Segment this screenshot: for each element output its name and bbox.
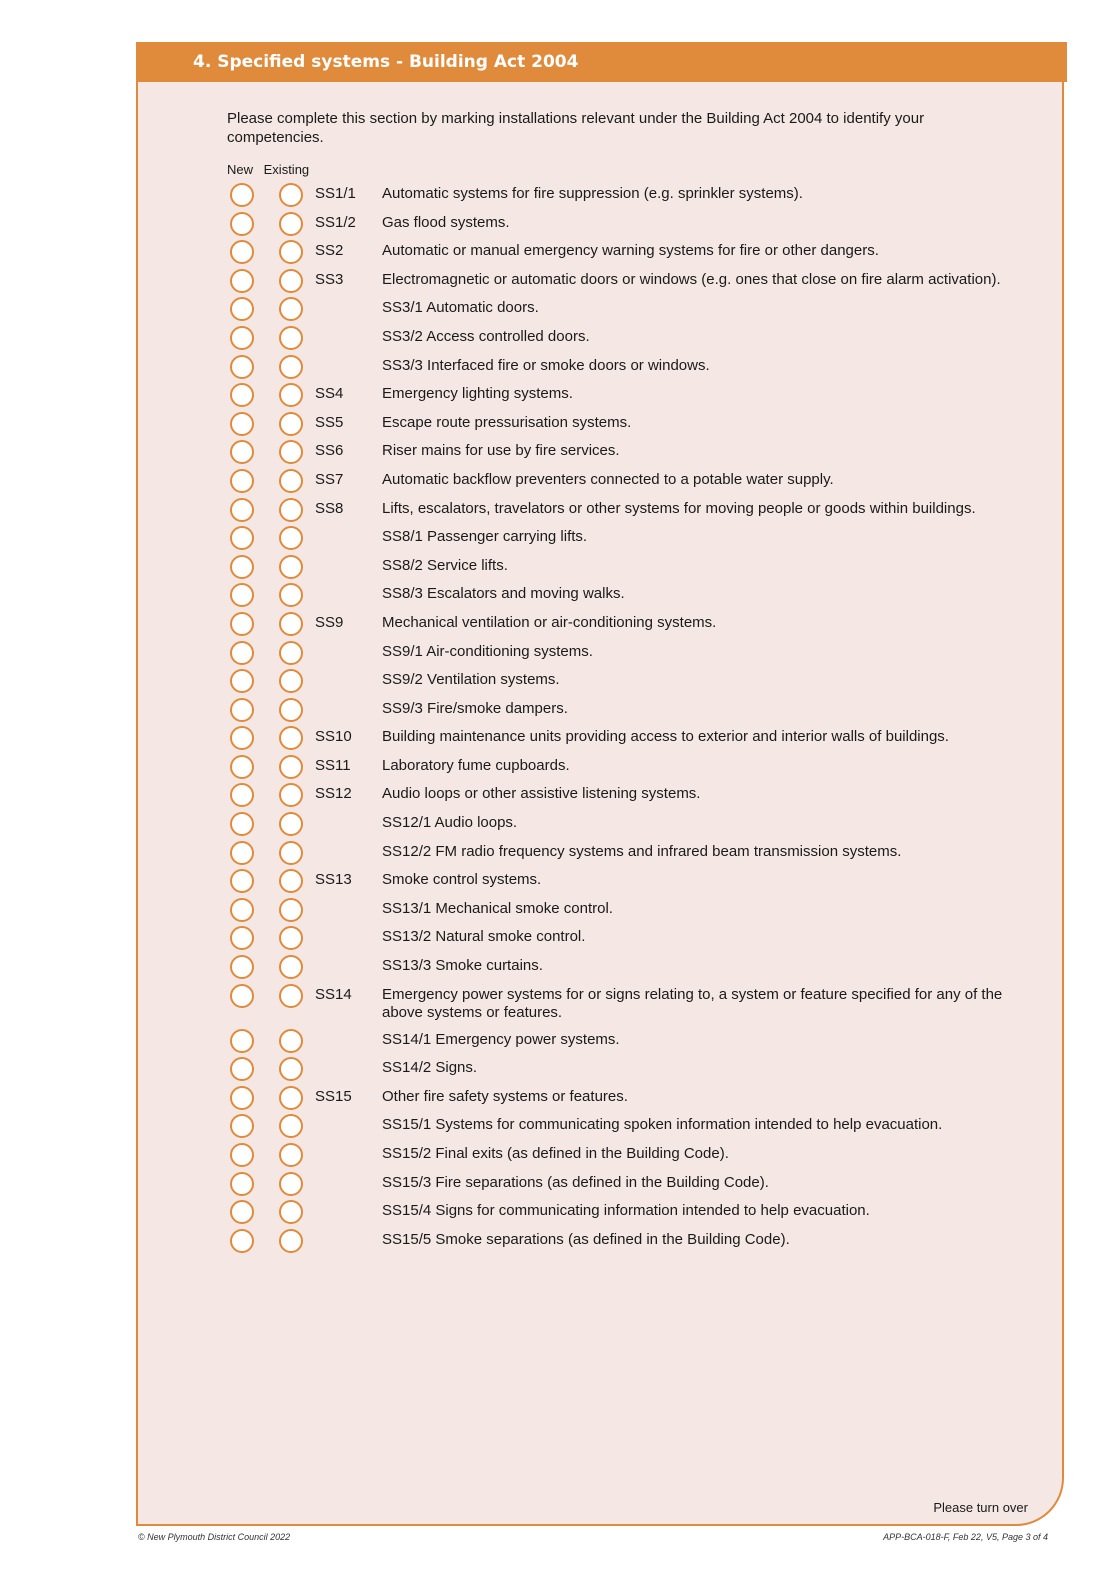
list-item <box>227 1088 1047 1117</box>
system-description: SS15/5 Smoke separations (as defined in the Building Code). <box>382 1230 790 1248</box>
new-radio[interactable] <box>230 469 254 493</box>
systems-list <box>227 185 1047 1259</box>
system-description: SS15/3 Fire separations (as defined in the Building Code). <box>382 1173 769 1191</box>
system-description: SS9/3 Fire/smoke dampers. <box>382 699 568 717</box>
list-item <box>227 328 1047 357</box>
existing-radio[interactable] <box>279 812 303 836</box>
system-description: Emergency power systems for or signs relating to, a system or feature specified for any of the above systems or features. <box>382 985 1003 1021</box>
new-radio[interactable] <box>230 240 254 264</box>
system-code: SS10 <box>315 728 352 746</box>
system-description: Mechanical ventilation or air-conditioning systems. <box>382 613 717 631</box>
system-description: SS9/1 Air-conditioning systems. <box>382 642 593 660</box>
system-description: Smoke control systems. <box>382 871 542 889</box>
new-radio[interactable] <box>230 955 254 979</box>
new-radio[interactable] <box>230 812 254 836</box>
list-item <box>227 442 1047 471</box>
list-item <box>227 700 1047 729</box>
list-item <box>227 757 1047 786</box>
existing-radio[interactable] <box>279 612 303 636</box>
system-description: SS8/3 Escalators and moving walks. <box>382 585 625 603</box>
existing-radio[interactable] <box>279 212 303 236</box>
new-radio[interactable] <box>230 755 254 779</box>
new-radio[interactable] <box>230 526 254 550</box>
list-item <box>227 986 1047 1031</box>
new-radio[interactable] <box>230 869 254 893</box>
list-item <box>227 614 1047 643</box>
existing-radio[interactable] <box>279 698 303 722</box>
system-description: Electromagnetic or automatic doors or windows (e.g. ones that close on fire alarm activation). <box>382 270 1001 288</box>
system-description: SS12/1 Audio loops. <box>382 814 518 832</box>
system-description: SS14/2 Signs. <box>382 1059 478 1077</box>
system-description: Other fire safety systems or features. <box>382 1087 628 1105</box>
system-description: Automatic systems for fire suppression (e.g. sprinkler systems). <box>382 185 803 202</box>
system-description: Escape route pressurisation systems. <box>382 413 632 431</box>
new-radio[interactable] <box>230 641 254 665</box>
list-item <box>227 1231 1047 1260</box>
list-item <box>227 1059 1047 1088</box>
existing-radio[interactable] <box>279 926 303 950</box>
new-radio[interactable] <box>230 898 254 922</box>
list-item <box>227 557 1047 586</box>
system-code: SS1/2 <box>315 213 356 231</box>
system-description: Building maintenance units providing access to exterior and interior walls of buildings. <box>382 728 949 746</box>
system-description: Automatic or manual emergency warning systems for fire or other dangers. <box>382 242 879 260</box>
existing-radio[interactable] <box>279 783 303 807</box>
existing-radio[interactable] <box>279 1086 303 1110</box>
new-radio[interactable] <box>230 783 254 807</box>
new-radio[interactable] <box>230 1029 254 1053</box>
system-description: Audio loops or other assistive listening systems. <box>382 785 701 803</box>
existing-radio[interactable] <box>279 1200 303 1224</box>
system-description: SS15/1 Systems for communicating spoken information intended to help evacuation. <box>382 1116 943 1134</box>
existing-radio[interactable] <box>279 498 303 522</box>
system-description: Laboratory fume cupboards. <box>382 756 570 774</box>
system-description: SS3/1 Automatic doors. <box>382 299 539 317</box>
system-description: SS13/2 Natural smoke control. <box>382 928 586 946</box>
list-item <box>227 643 1047 672</box>
new-radio[interactable] <box>230 183 254 207</box>
system-code: SS9 <box>315 613 344 631</box>
existing-radio[interactable] <box>279 326 303 350</box>
existing-radio[interactable] <box>279 240 303 264</box>
new-radio[interactable] <box>230 498 254 522</box>
existing-radio[interactable] <box>279 1114 303 1138</box>
system-description: SS12/2 FM radio frequency systems and infrared beam transmission systems. <box>382 842 902 860</box>
system-code: SS2 <box>315 242 344 260</box>
new-radio[interactable] <box>230 726 254 750</box>
existing-radio[interactable] <box>279 841 303 865</box>
list-item <box>227 671 1047 700</box>
existing-radio[interactable] <box>279 297 303 321</box>
new-radio[interactable] <box>230 926 254 950</box>
list-item <box>227 185 1047 214</box>
system-code: SS13 <box>315 871 352 889</box>
new-radio[interactable] <box>230 326 254 350</box>
list-item <box>227 957 1047 986</box>
list-item <box>227 1202 1047 1231</box>
system-description: SS14/1 Emergency power systems. <box>382 1030 620 1048</box>
new-radio[interactable] <box>230 297 254 321</box>
existing-radio[interactable] <box>279 755 303 779</box>
existing-radio[interactable] <box>279 1029 303 1053</box>
new-radio[interactable] <box>230 669 254 693</box>
document-reference: APP-BCA-018-F, Feb 22, V5, Page 3 of 4 <box>883 1532 1048 1542</box>
existing-radio[interactable] <box>279 669 303 693</box>
system-description: Riser mains for use by fire services. <box>382 442 620 460</box>
new-radio[interactable] <box>230 1229 254 1253</box>
existing-radio[interactable] <box>279 1229 303 1253</box>
list-item <box>227 1031 1047 1060</box>
new-radio[interactable] <box>230 412 254 436</box>
new-radio[interactable] <box>230 841 254 865</box>
system-description: Lifts, escalators, travelators or other systems for moving people or goods within buildings. <box>382 499 976 517</box>
existing-radio[interactable] <box>279 383 303 407</box>
system-description: Emergency lighting systems. <box>382 385 573 403</box>
list-item <box>227 928 1047 957</box>
new-radio[interactable] <box>230 1143 254 1167</box>
new-radio[interactable] <box>230 1086 254 1110</box>
list-item <box>227 500 1047 529</box>
list-item <box>227 585 1047 614</box>
column-headers <box>227 162 316 177</box>
new-radio[interactable] <box>230 440 254 464</box>
list-item <box>227 814 1047 843</box>
existing-radio[interactable] <box>279 412 303 436</box>
existing-radio[interactable] <box>279 555 303 579</box>
existing-radio[interactable] <box>279 726 303 750</box>
list-item <box>227 471 1047 500</box>
new-radio[interactable] <box>230 383 254 407</box>
new-radio[interactable] <box>230 698 254 722</box>
existing-radio[interactable] <box>279 469 303 493</box>
system-code: SS3 <box>315 270 344 288</box>
existing-radio[interactable] <box>279 1057 303 1081</box>
system-description: SS13/3 Smoke curtains. <box>382 957 543 975</box>
system-code: SS8 <box>315 499 344 517</box>
system-description: SS15/4 Signs for communicating information intended to help evacuation. <box>382 1202 870 1220</box>
existing-radio[interactable] <box>279 440 303 464</box>
existing-radio[interactable] <box>279 183 303 207</box>
list-item <box>227 299 1047 328</box>
existing-radio[interactable] <box>279 1172 303 1196</box>
list-item <box>227 528 1047 557</box>
new-radio[interactable] <box>230 612 254 636</box>
existing-radio[interactable] <box>279 583 303 607</box>
system-description: SS3/2 Access controlled doors. <box>382 327 590 345</box>
system-description: SS8/1 Passenger carrying lifts. <box>382 528 588 546</box>
list-item <box>227 785 1047 814</box>
section-header: 4. Specified systems - Building Act 2004 <box>136 42 1067 82</box>
new-radio[interactable] <box>230 269 254 293</box>
system-code: SS14 <box>315 985 352 1003</box>
list-item <box>227 728 1047 757</box>
existing-radio[interactable] <box>279 898 303 922</box>
existing-radio[interactable] <box>279 955 303 979</box>
system-description: SS13/1 Mechanical smoke control. <box>382 899 613 917</box>
new-radio[interactable] <box>230 555 254 579</box>
new-radio[interactable] <box>230 355 254 379</box>
list-item <box>227 214 1047 243</box>
system-code: SS7 <box>315 470 344 488</box>
system-description: SS15/2 Final exits (as defined in the Building Code). <box>382 1145 729 1162</box>
list-item <box>227 871 1047 900</box>
list-item <box>227 900 1047 929</box>
system-code: SS6 <box>315 442 344 460</box>
intro-text: Please complete this section by marking installations relevant under the Building Act 2004 to identify your competencies. <box>227 110 925 146</box>
list-item <box>227 843 1047 872</box>
new-radio[interactable] <box>230 583 254 607</box>
list-item <box>227 1116 1047 1145</box>
col-existing-label: Existing <box>263 162 310 177</box>
existing-radio[interactable] <box>279 641 303 665</box>
new-radio[interactable] <box>230 984 254 1008</box>
system-description: Gas flood systems. <box>382 213 510 231</box>
system-description: Automatic backflow preventers connected to a potable water supply. <box>382 470 834 488</box>
list-item <box>227 414 1047 443</box>
existing-radio[interactable] <box>279 869 303 893</box>
system-code: SS12 <box>315 785 352 803</box>
copyright: © New Plymouth District Council 2022 <box>138 1532 291 1542</box>
new-radio[interactable] <box>230 1200 254 1224</box>
col-new-label: New <box>227 162 254 177</box>
system-description: SS3/3 Interfaced fire or smoke doors or windows. <box>382 356 710 374</box>
list-item <box>227 385 1047 414</box>
list-item <box>227 1174 1047 1203</box>
existing-radio[interactable] <box>279 1143 303 1167</box>
please-turn-over: Please turn over <box>933 1500 1028 1515</box>
new-radio[interactable] <box>230 212 254 236</box>
system-code: SS1/1 <box>315 185 356 202</box>
list-item <box>227 1145 1047 1174</box>
system-code: SS15 <box>315 1087 352 1105</box>
system-description: SS9/2 Ventilation systems. <box>382 671 560 689</box>
system-code: SS4 <box>315 385 344 403</box>
existing-radio[interactable] <box>279 355 303 379</box>
existing-radio[interactable] <box>279 526 303 550</box>
existing-radio[interactable] <box>279 984 303 1008</box>
system-code: SS5 <box>315 413 344 431</box>
system-description: SS8/2 Service lifts. <box>382 556 508 574</box>
list-item <box>227 357 1047 386</box>
existing-radio[interactable] <box>279 269 303 293</box>
new-radio[interactable] <box>230 1057 254 1081</box>
list-item <box>227 242 1047 271</box>
new-radio[interactable] <box>230 1172 254 1196</box>
list-item <box>227 271 1047 300</box>
system-code: SS11 <box>315 756 351 774</box>
new-radio[interactable] <box>230 1114 254 1138</box>
